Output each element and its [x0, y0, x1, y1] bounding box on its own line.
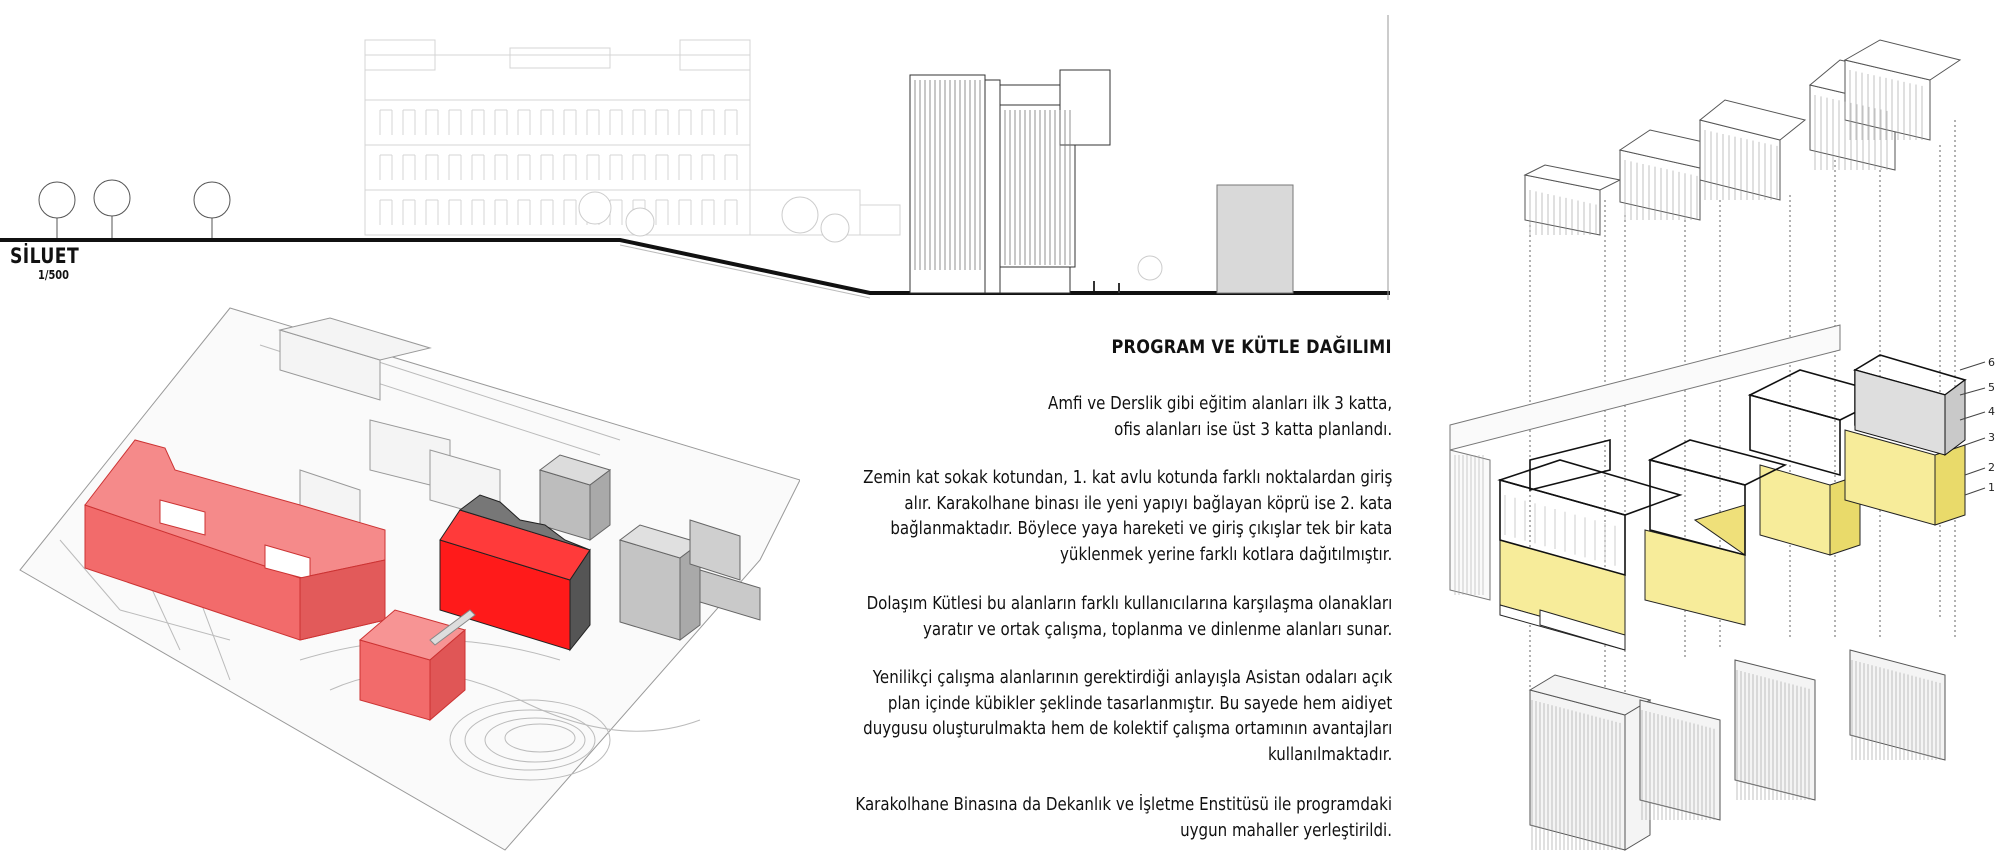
- yellow-blocks: [1500, 430, 1965, 640]
- historic-building-ghost: [365, 40, 900, 235]
- silhouette-drawing: [0, 0, 1400, 300]
- siluet-scale: 1/500: [38, 268, 69, 282]
- text-line: yaratır ve ortak çalışma, toplanma ve dinlenme alanları sunar.: [922, 619, 1392, 640]
- tree-icons: [39, 180, 230, 238]
- text-line: alır. Karakolhane binası ile yeni yapıyı bağlayan köprü ise 2. kata: [904, 493, 1392, 514]
- text-line: bağlanmaktadır. Böylece yaya hareketi ve giriş çıkışlar tek bir kata: [890, 519, 1392, 539]
- text-line: yüklenmek yerine farklı kotlara dağıtılmıştır.: [1059, 544, 1392, 565]
- text-line: Amfi ve Derslik gibi eğitim alanları ilk 3 katta,: [1047, 394, 1392, 414]
- paragraph-2: [863, 466, 1392, 568]
- level-label-6: 6: [1988, 356, 1995, 369]
- level-label-4: 4: [1988, 405, 1995, 418]
- program-title: PROGRAM VE KÜTLE DAĞILIMI: [1111, 336, 1392, 358]
- text-line: Dolaşım Kütlesi bu alanların farklı kullanıcılarına karşılaşma olanakları: [866, 594, 1392, 614]
- exploded-axonometric: [1430, 0, 2000, 856]
- text-line: Yenilikçi çalışma alanlarının gerektirdiği anlayışla Asistan odaları açık: [872, 668, 1392, 688]
- paragraph-5: [855, 793, 1392, 844]
- text-line: Karakolhane Binasına da Dekanlık ve İşletme Enstitüsü ile programdaki: [855, 795, 1392, 815]
- text-line: duygusu oluşturulmakta hem de kolektif çalışma ortamının avantajları: [862, 719, 1392, 739]
- level-label-5: 5: [1988, 381, 1995, 394]
- site-axonometric: [0, 300, 800, 856]
- level-label-2: 2: [1988, 461, 1995, 474]
- text-line: ofis alanları ise üst 3 katta planlandı.: [1114, 419, 1392, 440]
- text-line: Zemin kat sokak kotundan, 1. kat avlu kotunda farklı noktalardan giriş: [862, 468, 1392, 488]
- grey-box-elevation: [1217, 185, 1293, 293]
- text-line: plan içinde kübikler şeklinde tasarlanmıştır. Bu sayede hem aidiyet: [887, 693, 1392, 714]
- level-label-3: 3: [1988, 431, 1995, 444]
- ground-line: [0, 240, 1390, 293]
- siluet-title: SİLUET: [10, 244, 80, 268]
- tree-icon: [194, 182, 230, 238]
- tree-icon: [39, 182, 75, 238]
- level-label-1: 1: [1988, 481, 1995, 494]
- text-line: kullanılmaktadır.: [1267, 744, 1392, 765]
- paragraph-1: [1048, 392, 1392, 443]
- paragraph-4: [863, 666, 1392, 768]
- new-building-elevation: [910, 70, 1110, 293]
- paragraph-3: [866, 592, 1392, 643]
- text-line: uygun mahaller yerleştirildi.: [1180, 820, 1392, 841]
- tree-icon: [94, 180, 130, 238]
